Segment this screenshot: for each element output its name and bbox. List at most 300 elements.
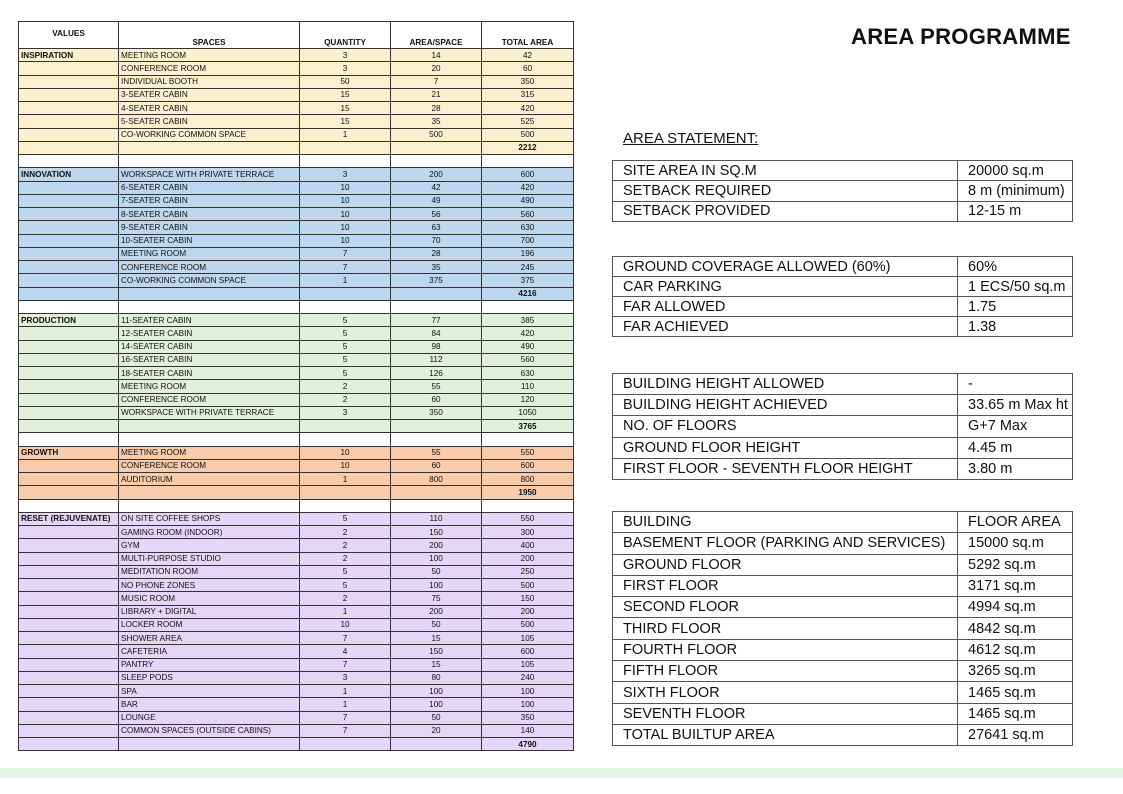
- space-name: CONFERENCE ROOM: [119, 261, 300, 274]
- quantity: 5: [300, 565, 391, 578]
- total-area: 200: [482, 552, 574, 565]
- empty-cell: [19, 353, 119, 366]
- space-name: 7-SEATER CABIN: [119, 194, 300, 207]
- empty-cell: [19, 592, 119, 605]
- quantity: 4: [300, 645, 391, 658]
- item-value: 4994 sq.m: [958, 597, 1073, 618]
- group-total: 1950: [482, 486, 574, 499]
- space-name: SLEEP PODS: [119, 671, 300, 684]
- table-row: [19, 459, 574, 472]
- total-area: 800: [482, 473, 574, 486]
- item-label: NO. OF FLOORS: [613, 416, 958, 437]
- item-value: 3265 sq.m: [958, 661, 1073, 682]
- quantity: 2: [300, 592, 391, 605]
- floor-area-table: [612, 511, 1073, 746]
- item-value: 4842 sq.m: [958, 618, 1073, 639]
- item-label: BASEMENT FLOOR (PARKING AND SERVICES): [613, 533, 958, 554]
- quantity: 3: [300, 168, 391, 181]
- total-area: 240: [482, 671, 574, 684]
- group-name: GROWTH: [19, 446, 119, 459]
- quantity: 7: [300, 711, 391, 724]
- separator-row: [19, 433, 574, 446]
- area-per-space: 350: [391, 406, 482, 419]
- site-table: [612, 160, 1073, 222]
- area-per-space: 50: [391, 565, 482, 578]
- quantity: 5: [300, 353, 391, 366]
- group-total: 4790: [482, 738, 574, 751]
- table-row: [613, 257, 1073, 277]
- space-name: CONFERENCE ROOM: [119, 393, 300, 406]
- empty-cell: [19, 671, 119, 684]
- table-row: [19, 88, 574, 101]
- space-name: 16-SEATER CABIN: [119, 353, 300, 366]
- table-row: [19, 221, 574, 234]
- header-area-per-space: AREA/SPACE: [391, 22, 482, 49]
- item-label: BUILDING: [613, 512, 958, 533]
- empty-cell: [391, 155, 482, 168]
- space-name: 6-SEATER CABIN: [119, 181, 300, 194]
- item-value: 1465 sq.m: [958, 703, 1073, 724]
- quantity: 7: [300, 658, 391, 671]
- quantity: 15: [300, 102, 391, 115]
- table-row: [613, 437, 1073, 458]
- space-name: MEETING ROOM: [119, 247, 300, 260]
- table-row: [19, 168, 574, 181]
- area-per-space: 15: [391, 632, 482, 645]
- quantity: 3: [300, 406, 391, 419]
- quantity: 3: [300, 671, 391, 684]
- area-per-space: 100: [391, 552, 482, 565]
- table-row: [19, 102, 574, 115]
- table-row: [613, 374, 1073, 395]
- empty-cell: [300, 738, 391, 751]
- item-value: -: [958, 374, 1073, 395]
- total-area: 375: [482, 274, 574, 287]
- table-row: [19, 49, 574, 62]
- table-row: [613, 575, 1073, 596]
- empty-cell: [391, 486, 482, 499]
- quantity: 10: [300, 618, 391, 631]
- space-name: MEETING ROOM: [119, 380, 300, 393]
- item-label: BUILDING HEIGHT ACHIEVED: [613, 395, 958, 416]
- empty-cell: [119, 499, 300, 512]
- quantity: 1: [300, 128, 391, 141]
- item-label: GROUND FLOOR: [613, 554, 958, 575]
- empty-cell: [19, 261, 119, 274]
- empty-cell: [482, 499, 574, 512]
- space-name: 5-SEATER CABIN: [119, 115, 300, 128]
- area-per-space: 500: [391, 128, 482, 141]
- empty-cell: [300, 486, 391, 499]
- quantity: 50: [300, 75, 391, 88]
- table-row: [19, 539, 574, 552]
- empty-cell: [19, 340, 119, 353]
- table-row: [613, 395, 1073, 416]
- empty-cell: [19, 459, 119, 472]
- quantity: 10: [300, 446, 391, 459]
- table-row: [613, 181, 1073, 201]
- table-row: [613, 533, 1073, 554]
- empty-cell: [119, 738, 300, 751]
- footer-strip: [0, 768, 1123, 778]
- total-area: 250: [482, 565, 574, 578]
- area-per-space: 7: [391, 75, 482, 88]
- space-name: 4-SEATER CABIN: [119, 102, 300, 115]
- item-value: 1465 sq.m: [958, 682, 1073, 703]
- item-label: SITE AREA IN SQ.M: [613, 161, 958, 181]
- table-row: [19, 115, 574, 128]
- empty-cell: [19, 698, 119, 711]
- total-area: 420: [482, 102, 574, 115]
- quantity: 3: [300, 62, 391, 75]
- table-row: [19, 208, 574, 221]
- empty-cell: [19, 738, 119, 751]
- table-row: [19, 274, 574, 287]
- table-row: [19, 181, 574, 194]
- group-name: PRODUCTION: [19, 314, 119, 327]
- total-area: 560: [482, 353, 574, 366]
- table-row: [19, 406, 574, 419]
- total-area: 60: [482, 62, 574, 75]
- table-row: [613, 597, 1073, 618]
- group-total-row: [19, 420, 574, 433]
- item-value: 27641 sq.m: [958, 724, 1073, 745]
- empty-cell: [19, 579, 119, 592]
- total-area: 700: [482, 234, 574, 247]
- item-label: FAR ALLOWED: [613, 297, 958, 317]
- empty-cell: [19, 406, 119, 419]
- space-name: 18-SEATER CABIN: [119, 367, 300, 380]
- item-value: FLOOR AREA: [958, 512, 1073, 533]
- empty-cell: [391, 499, 482, 512]
- space-name: 14-SEATER CABIN: [119, 340, 300, 353]
- space-name: LOCKER ROOM: [119, 618, 300, 631]
- area-per-space: 200: [391, 539, 482, 552]
- total-area: 350: [482, 711, 574, 724]
- table-row: [613, 639, 1073, 660]
- empty-cell: [19, 473, 119, 486]
- total-area: 42: [482, 49, 574, 62]
- table-row: [19, 618, 574, 631]
- group-total-row: [19, 738, 574, 751]
- quantity: 15: [300, 115, 391, 128]
- group-total: 2212: [482, 141, 574, 154]
- area-per-space: 80: [391, 671, 482, 684]
- empty-cell: [19, 327, 119, 340]
- table-row: [19, 685, 574, 698]
- empty-cell: [19, 115, 119, 128]
- empty-cell: [391, 420, 482, 433]
- item-value: 8 m (minimum): [958, 181, 1073, 201]
- item-label: FIRST FLOOR: [613, 575, 958, 596]
- empty-cell: [19, 367, 119, 380]
- table-row: [19, 645, 574, 658]
- empty-cell: [19, 141, 119, 154]
- table-row: [613, 618, 1073, 639]
- table-row: [19, 473, 574, 486]
- table-row: [19, 632, 574, 645]
- total-area: 110: [482, 380, 574, 393]
- table-row: [613, 661, 1073, 682]
- table-row: [19, 446, 574, 459]
- item-label: SIXTH FLOOR: [613, 682, 958, 703]
- area-per-space: 50: [391, 711, 482, 724]
- total-area: 420: [482, 181, 574, 194]
- space-name: MEETING ROOM: [119, 446, 300, 459]
- area-per-space: 14: [391, 49, 482, 62]
- space-name: GAMING ROOM (INDOOR): [119, 526, 300, 539]
- empty-cell: [19, 552, 119, 565]
- empty-cell: [19, 486, 119, 499]
- total-area: 400: [482, 539, 574, 552]
- group-name: INNOVATION: [19, 168, 119, 181]
- area-per-space: 50: [391, 618, 482, 631]
- space-name: 3-SEATER CABIN: [119, 88, 300, 101]
- empty-cell: [482, 155, 574, 168]
- item-value: 4.45 m: [958, 437, 1073, 458]
- space-name: INDIVIDUAL BOOTH: [119, 75, 300, 88]
- table-row: [613, 682, 1073, 703]
- space-name: WORKSPACE WITH PRIVATE TERRACE: [119, 406, 300, 419]
- empty-cell: [19, 274, 119, 287]
- area-per-space: 100: [391, 685, 482, 698]
- header-spaces: SPACES: [119, 22, 300, 49]
- area-per-space: 28: [391, 247, 482, 260]
- space-name: CONFERENCE ROOM: [119, 459, 300, 472]
- table-row: [613, 703, 1073, 724]
- quantity: 7: [300, 632, 391, 645]
- empty-cell: [19, 62, 119, 75]
- area-per-space: 35: [391, 115, 482, 128]
- empty-cell: [19, 102, 119, 115]
- empty-cell: [19, 658, 119, 671]
- space-name: ON SITE COFFEE SHOPS: [119, 512, 300, 525]
- table-row: [613, 317, 1073, 337]
- area-per-space: 75: [391, 592, 482, 605]
- group-name: INSPIRATION: [19, 49, 119, 62]
- total-area: 105: [482, 632, 574, 645]
- item-label: BUILDING HEIGHT ALLOWED: [613, 374, 958, 395]
- empty-cell: [19, 433, 119, 446]
- area-per-space: 800: [391, 473, 482, 486]
- empty-cell: [19, 685, 119, 698]
- empty-cell: [19, 380, 119, 393]
- item-label: GROUND FLOOR HEIGHT: [613, 437, 958, 458]
- quantity: 2: [300, 380, 391, 393]
- empty-cell: [19, 724, 119, 737]
- table-row: [19, 75, 574, 88]
- empty-cell: [300, 499, 391, 512]
- empty-cell: [119, 300, 300, 313]
- group-total-row: [19, 141, 574, 154]
- empty-cell: [19, 645, 119, 658]
- empty-cell: [119, 433, 300, 446]
- area-statement-heading: AREA STATEMENT:: [623, 130, 759, 147]
- empty-cell: [19, 499, 119, 512]
- space-name: LOUNGE: [119, 711, 300, 724]
- table-row: [19, 380, 574, 393]
- item-value: 20000 sq.m: [958, 161, 1073, 181]
- item-value: 1.75: [958, 297, 1073, 317]
- space-name: NO PHONE ZONES: [119, 579, 300, 592]
- area-per-space: 60: [391, 459, 482, 472]
- total-area: 196: [482, 247, 574, 260]
- separator-row: [19, 300, 574, 313]
- table-row: [613, 277, 1073, 297]
- empty-cell: [119, 141, 300, 154]
- total-area: 100: [482, 685, 574, 698]
- item-label: SETBACK PROVIDED: [613, 201, 958, 221]
- group-name: RESET (REJUVENATE): [19, 512, 119, 525]
- table-row: [19, 565, 574, 578]
- item-label: FAR ACHIEVED: [613, 317, 958, 337]
- total-area: 630: [482, 367, 574, 380]
- item-label: THIRD FLOOR: [613, 618, 958, 639]
- table-row: [19, 671, 574, 684]
- area-per-space: 200: [391, 605, 482, 618]
- item-label: SECOND FLOOR: [613, 597, 958, 618]
- table-row: [19, 234, 574, 247]
- empty-cell: [19, 565, 119, 578]
- total-area: 1050: [482, 406, 574, 419]
- table-row: [19, 327, 574, 340]
- item-label: SETBACK REQUIRED: [613, 181, 958, 201]
- table-row: [19, 724, 574, 737]
- item-value: 12-15 m: [958, 201, 1073, 221]
- total-area: 560: [482, 208, 574, 221]
- space-name: SPA: [119, 685, 300, 698]
- total-area: 490: [482, 340, 574, 353]
- empty-cell: [19, 128, 119, 141]
- quantity: 10: [300, 181, 391, 194]
- space-name: 12-SEATER CABIN: [119, 327, 300, 340]
- area-per-space: 15: [391, 658, 482, 671]
- area-per-space: 56: [391, 208, 482, 221]
- quantity: 5: [300, 327, 391, 340]
- empty-cell: [19, 300, 119, 313]
- table-row: [19, 592, 574, 605]
- total-area: 200: [482, 605, 574, 618]
- table-row: [19, 194, 574, 207]
- quantity: 5: [300, 340, 391, 353]
- empty-cell: [482, 433, 574, 446]
- table-row: [19, 658, 574, 671]
- item-value: 15000 sq.m: [958, 533, 1073, 554]
- total-area: 120: [482, 393, 574, 406]
- empty-cell: [300, 433, 391, 446]
- empty-cell: [391, 300, 482, 313]
- empty-cell: [391, 287, 482, 300]
- total-area: 600: [482, 459, 574, 472]
- area-per-space: 150: [391, 526, 482, 539]
- table-row: [19, 367, 574, 380]
- separator-row: [19, 155, 574, 168]
- item-label: SEVENTH FLOOR: [613, 703, 958, 724]
- empty-cell: [300, 300, 391, 313]
- empty-cell: [19, 208, 119, 221]
- quantity: 5: [300, 314, 391, 327]
- item-value: 33.65 m Max ht: [958, 395, 1073, 416]
- quantity: 10: [300, 208, 391, 221]
- table-row: [613, 554, 1073, 575]
- empty-cell: [19, 194, 119, 207]
- item-value: G+7 Max: [958, 416, 1073, 437]
- height-table: [612, 373, 1073, 480]
- space-name: 10-SEATER CABIN: [119, 234, 300, 247]
- quantity: 10: [300, 194, 391, 207]
- area-per-space: 112: [391, 353, 482, 366]
- total-area: 490: [482, 194, 574, 207]
- empty-cell: [391, 433, 482, 446]
- empty-cell: [19, 75, 119, 88]
- quantity: 1: [300, 685, 391, 698]
- table-row: [19, 314, 574, 327]
- total-area: 525: [482, 115, 574, 128]
- quantity: 5: [300, 512, 391, 525]
- table-header-row: [19, 22, 574, 49]
- area-per-space: 100: [391, 698, 482, 711]
- group-total: 4216: [482, 287, 574, 300]
- item-value: 5292 sq.m: [958, 554, 1073, 575]
- table-row: [613, 512, 1073, 533]
- group-total: 3765: [482, 420, 574, 433]
- item-value: 60%: [958, 257, 1073, 277]
- table-row: [613, 201, 1073, 221]
- total-area: 385: [482, 314, 574, 327]
- empty-cell: [391, 738, 482, 751]
- item-value: 3171 sq.m: [958, 575, 1073, 596]
- area-per-space: 63: [391, 221, 482, 234]
- empty-cell: [19, 155, 119, 168]
- space-name: 8-SEATER CABIN: [119, 208, 300, 221]
- area-per-space: 100: [391, 579, 482, 592]
- empty-cell: [19, 605, 119, 618]
- space-name: CAFETERIA: [119, 645, 300, 658]
- space-name: GYM: [119, 539, 300, 552]
- empty-cell: [300, 420, 391, 433]
- header-quantity: QUANTITY: [300, 22, 391, 49]
- area-per-space: 49: [391, 194, 482, 207]
- empty-cell: [19, 234, 119, 247]
- total-area: 630: [482, 221, 574, 234]
- header-values: VALUES: [19, 22, 119, 49]
- space-name: 11-SEATER CABIN: [119, 314, 300, 327]
- area-per-space: 84: [391, 327, 482, 340]
- table-row: [613, 161, 1073, 181]
- total-area: 500: [482, 579, 574, 592]
- total-area: 500: [482, 618, 574, 631]
- table-row: [19, 62, 574, 75]
- quantity: 2: [300, 526, 391, 539]
- total-area: 550: [482, 446, 574, 459]
- quantity: 2: [300, 393, 391, 406]
- area-per-space: 20: [391, 724, 482, 737]
- space-name: CO-WORKING COMMON SPACE: [119, 128, 300, 141]
- empty-cell: [391, 141, 482, 154]
- item-label: FIFTH FLOOR: [613, 661, 958, 682]
- table-row: [19, 353, 574, 366]
- separator-row: [19, 499, 574, 512]
- quantity: 2: [300, 539, 391, 552]
- item-label: TOTAL BUILTUP AREA: [613, 724, 958, 745]
- empty-cell: [119, 155, 300, 168]
- space-name: LIBRARY + DIGITAL: [119, 605, 300, 618]
- quantity: 1: [300, 698, 391, 711]
- space-name: AUDITORIUM: [119, 473, 300, 486]
- quantity: 10: [300, 221, 391, 234]
- empty-cell: [300, 141, 391, 154]
- total-area: 150: [482, 592, 574, 605]
